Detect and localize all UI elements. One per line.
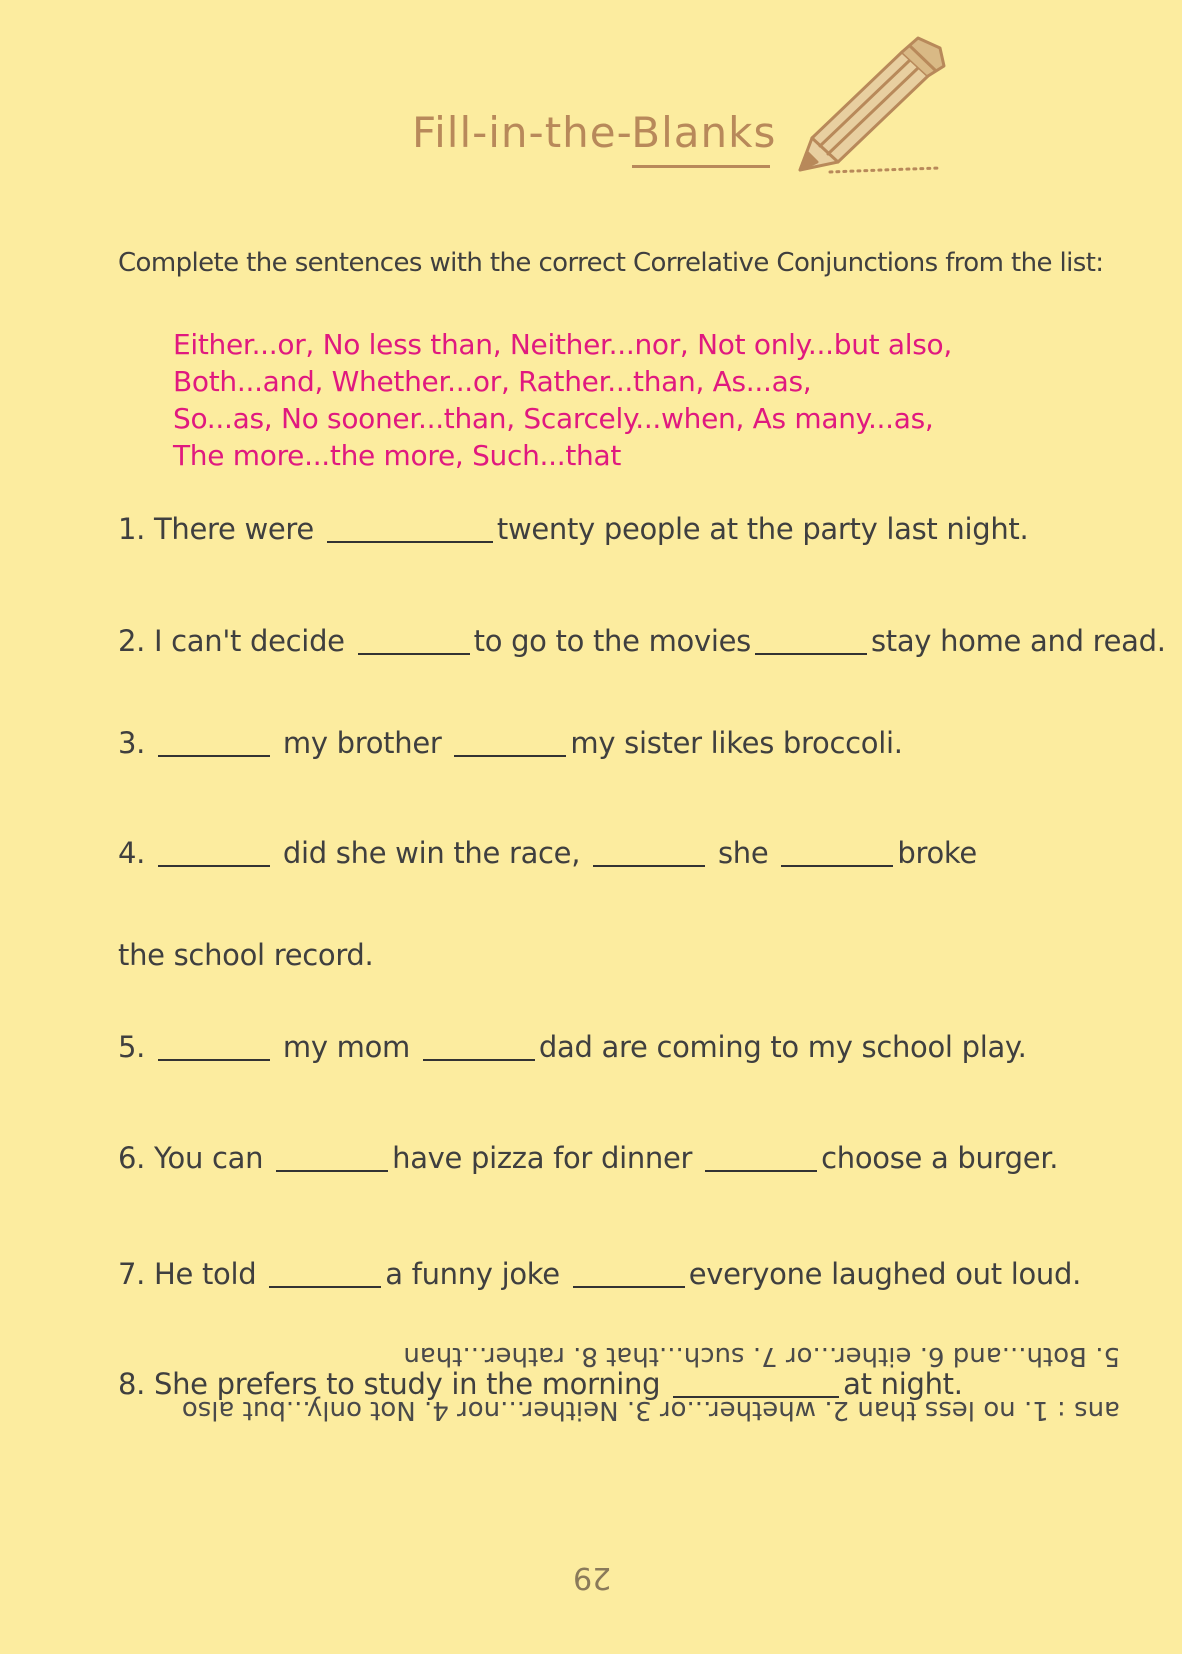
question-text: 7. He told [118, 1257, 266, 1291]
question-4-continued: the school record. [118, 938, 374, 972]
question-1 [118, 512, 1028, 546]
word-list [173, 326, 952, 474]
answer-key-line: ans : 1. no less than 2. whether...or 3. Neither...nor 4. Not only...but also [181, 1395, 1120, 1425]
answer-blank[interactable] [358, 653, 470, 655]
question-5 [118, 1030, 1027, 1064]
word-list-line: Both...and, Whether...or, Rather...than, As...as, [173, 365, 812, 398]
question-text: 4. [118, 836, 154, 870]
question-text: my brother [274, 726, 451, 760]
question-text: 1. There were [118, 512, 323, 546]
question-6 [118, 1141, 1058, 1175]
word-list-line: So...as, No sooner...than, Scarcely...when, As many...as, [173, 402, 934, 435]
answer-blank[interactable] [705, 1170, 817, 1172]
question-text: my sister likes broccoli. [570, 726, 903, 760]
question-text: broke [897, 836, 977, 870]
question-7 [118, 1257, 1081, 1291]
answer-blank[interactable] [423, 1059, 535, 1061]
question-text: have pizza for dinner [392, 1141, 702, 1175]
answer-blank[interactable] [158, 1059, 270, 1061]
answer-blank[interactable] [269, 1286, 381, 1288]
question-text: dad are coming to my school play. [538, 1030, 1027, 1064]
answer-blank[interactable] [755, 653, 867, 655]
pencil-icon [790, 30, 960, 180]
answer-blank[interactable] [327, 541, 493, 543]
question-text: everyone laughed out loud. [688, 1257, 1082, 1291]
question-2 [118, 624, 1166, 658]
question-text: at night. [843, 1367, 963, 1401]
title-underline [632, 165, 770, 168]
question-text: 5. [118, 1030, 154, 1064]
answer-blank[interactable] [158, 865, 270, 867]
question-text: choose a burger. [821, 1141, 1059, 1175]
question-text: a funny joke [385, 1257, 569, 1291]
answer-blank[interactable] [573, 1286, 685, 1288]
instructions: Complete the sentences with the correct Correlative Conjunctions from the list: [118, 248, 1104, 278]
question-text: twenty people at the party last night. [496, 512, 1029, 546]
question-4 [118, 836, 977, 870]
word-list-line: The more...the more, Such...that [173, 439, 622, 472]
answer-blank[interactable] [276, 1170, 388, 1172]
question-text: stay home and read. [870, 624, 1166, 658]
question-text: 6. You can [118, 1141, 273, 1175]
question-text: 8. She prefers to study in the morning [118, 1367, 670, 1401]
question-text: my mom [274, 1030, 419, 1064]
question-text: 3. [118, 726, 154, 760]
answer-blank[interactable] [781, 865, 893, 867]
answer-blank[interactable] [158, 755, 270, 757]
question-3 [118, 726, 903, 760]
answer-key-line: 5. Both...and 6. either...or 7. such...that 8. rather...than [403, 1341, 1120, 1371]
word-list-line: Either...or, No less than, Neither...nor, Not only...but also, [173, 328, 952, 361]
page-title: Fill-in-the-Blanks [412, 108, 777, 157]
answer-blank[interactable] [454, 755, 566, 757]
question-text: to go to the movies [473, 624, 751, 658]
question-text: did she win the race, [274, 836, 590, 870]
question-text: she [709, 836, 778, 870]
answer-blank[interactable] [593, 865, 705, 867]
page-number: 29 [573, 1560, 612, 1595]
question-text: 2. I can't decide [118, 624, 354, 658]
